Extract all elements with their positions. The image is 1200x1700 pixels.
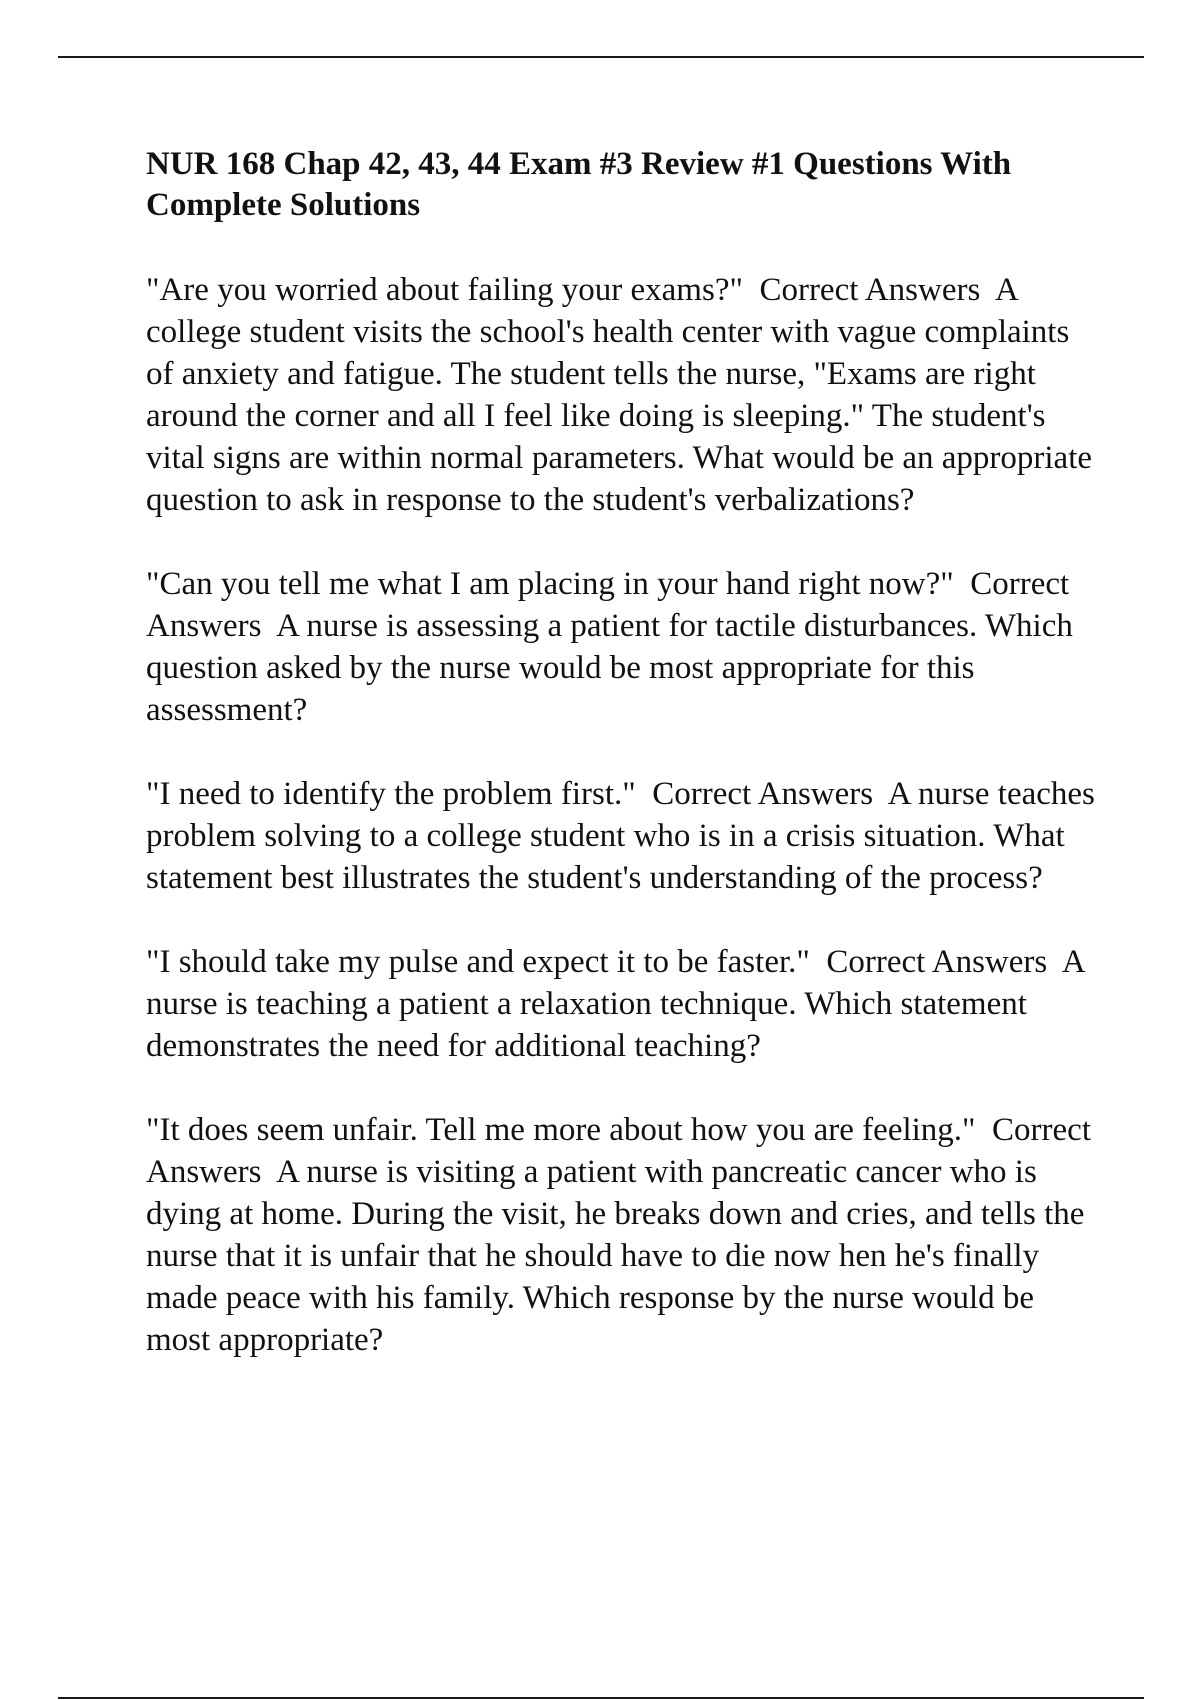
question-text: A nurse is visiting a patient with pancreatic cancer who is dying at home. During the visit, he breaks down and cries, and tells the nurse that it is unfair that he should have to die now hen he's finally made peace with his family. Which response by the nurse would be most appropriate? (146, 1154, 1085, 1358)
correct-answers-label: Correct Answers (146, 566, 1070, 644)
top-divider (58, 56, 1144, 58)
document-title: NUR 168 Chap 42, 43, 44 Exam #3 Review #1 Questions With Complete Solutions (146, 146, 1012, 223)
qa-entry-5 (146, 1109, 1096, 1361)
document-body (146, 144, 1096, 1403)
correct-answers-label: Correct Answers (826, 944, 1048, 980)
qa-entry-4 (146, 941, 1096, 1067)
bottom-divider (58, 1697, 1144, 1699)
correct-answers-label: Correct Answers (759, 272, 981, 308)
question-text: A nurse is assessing a patient for tactile disturbances. Which question asked by the nurse would be most appropriate for this assessment? (146, 608, 1073, 728)
answer-text: "It does seem unfair. Tell me more about how you are feeling." (146, 1112, 976, 1148)
question-text: A nurse teaches problem solving to a college student who is in a crisis situation. What statement best illustrates the student's understanding of the process? (146, 776, 1095, 896)
qa-entry-3 (146, 773, 1096, 899)
answer-text: "I should take my pulse and expect it to be faster." (146, 944, 810, 980)
answer-text: "I need to identify the problem first." (146, 776, 636, 812)
answer-text: "Can you tell me what I am placing in your hand right now?" (146, 566, 954, 602)
question-text: A nurse is teaching a patient a relaxation technique. Which statement demonstrates the need for additional teaching? (146, 944, 1084, 1064)
question-text: A college student visits the school's health center with vague complaints of anxiety and fatigue. The student tells the nurse, "Exams are right around the corner and all I feel like doing is sleeping." The student's vital signs are within normal parameters. What would be an appropriate question to ask in response to the student's verbalizations? (146, 272, 1093, 518)
correct-answers-label: Correct Answers (652, 776, 874, 812)
answer-text: "Are you worried about failing your exams?" (146, 272, 743, 308)
correct-answers-label: Correct Answers (146, 1112, 1091, 1190)
qa-entry-1 (146, 269, 1096, 521)
qa-entry-2 (146, 563, 1096, 731)
